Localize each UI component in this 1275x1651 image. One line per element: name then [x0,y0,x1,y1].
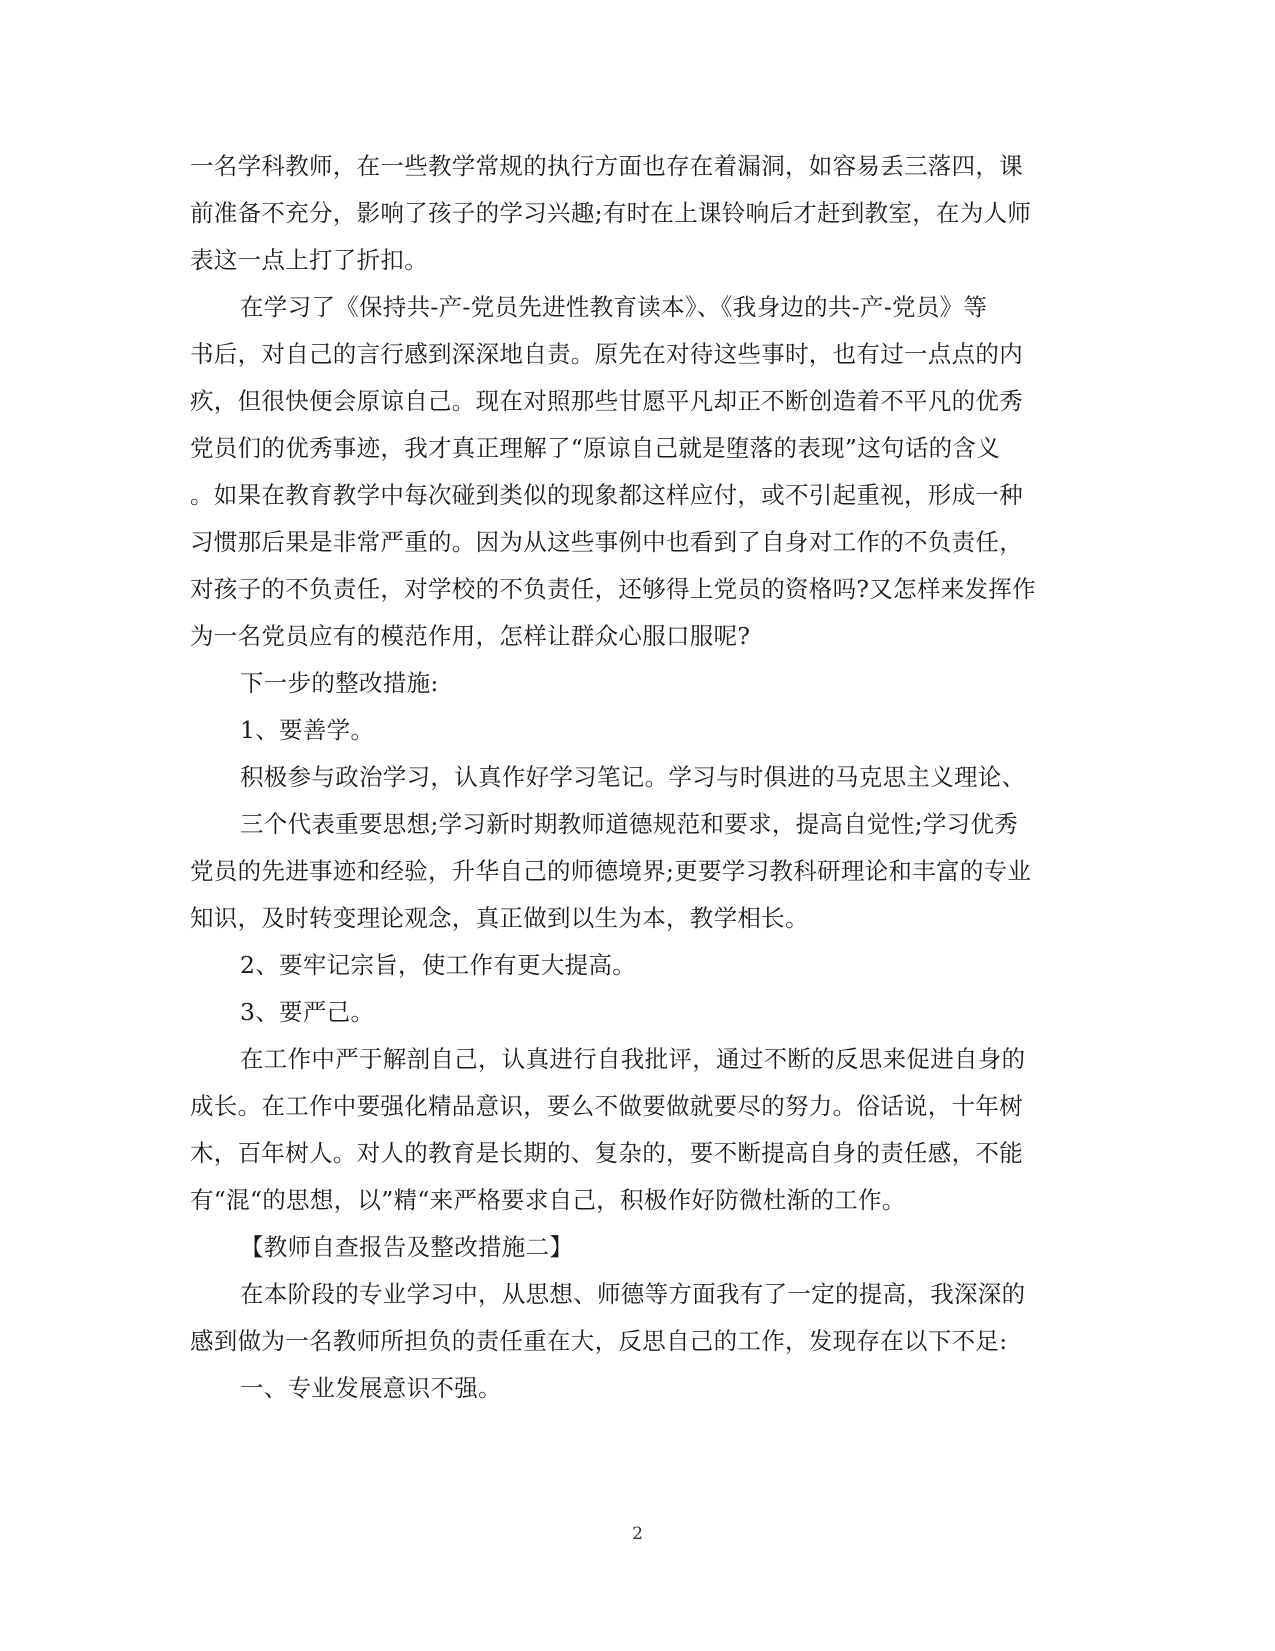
text-line: 一名学科教师，在一些教学常规的执行方面也存在着漏洞，如容易丢三落四，课 [190,152,1023,180]
text-line: 三个代表重要思想;学习新时期教师道德规范和要求，提高自觉性;学习优秀 [240,810,1019,838]
text-line: 疚，但很快便会原谅自己。现在对照那些甘愿平凡却正不断创造着不平凡的优秀 [190,387,1023,415]
text-line: 有“混“的思想，以”精“来严格要求自己，积极作好防微杜渐的工作。 [190,1186,906,1214]
text-line: 。如果在教育教学中每次碰到类似的现象都这样应付，或不引起重视，形成一种 [190,481,1023,509]
text-line: 表这一点上打了折扣。 [190,246,428,274]
section-heading: 下一步的整改措施: [240,669,439,697]
text-line: 党员们的优秀事迹，我才真正理解了“原谅自己就是堕落的表现”这句话的含义 [190,434,1001,462]
list-item-heading: 2、要牢记宗旨，使工作有更大提高。 [240,951,637,979]
text-line: 木，百年树人。对人的教育是长期的、复杂的，要不断提高自身的责任感，不能 [190,1139,1023,1167]
list-item-heading: 一、专业发展意识不强。 [240,1374,502,1402]
page-number: 2 [632,1524,643,1544]
list-item-heading: 3、要严己。 [240,998,375,1026]
section-title: 【教师自查报告及整改措施二】 [240,1233,574,1261]
text-line: 习惯那后果是非常严重的。因为从这些事例中也看到了自身对工作的不负责任， [190,528,1023,556]
list-item-heading: 1、要善学。 [240,716,375,744]
text-line: 成长。在工作中要强化精品意识，要么不做要做就要尽的努力。俗话说，十年树 [190,1092,1023,1120]
text-line: 党员的先进事迹和经验，升华自己的师德境界;更要学习教科研理论和丰富的专业 [190,857,1032,885]
text-line: 前准备不充分，影响了孩子的学习兴趣;有时在上课铃响后才赶到教室，在为人师 [190,199,1032,227]
text-line: 在工作中严于解剖自己，认真进行自我批评，通过不断的反思来促进自身的 [240,1045,1026,1073]
text-line: 在学习了《保持共-产-党员先进性教育读本》、《我身边的共-产-党员》等 [240,293,988,321]
text-line: 为一名党员应有的模范作用，怎样让群众心服口服呢? [190,622,751,650]
text-line: 知识，及时转变理论观念，真正做到以生为本，教学相长。 [190,904,809,932]
text-line: 对孩子的不负责任，对学校的不负责任，还够得上党员的资格吗?又怎样来发挥作 [190,575,1036,603]
text-line: 积极参与政治学习，认真作好学习笔记。学习与时俱进的马克思主义理论、 [240,763,1026,791]
text-line: 书后，对自己的言行感到深深地自责。原先在对待这些事时，也有过一点点的内 [190,340,1023,368]
text-line: 在本阶段的专业学习中，从思想、师德等方面我有了一定的提高，我深深的 [240,1280,1026,1308]
text-line: 感到做为一名教师所担负的责任重在大，反思自己的工作，发现存在以下不足: [190,1327,1008,1355]
